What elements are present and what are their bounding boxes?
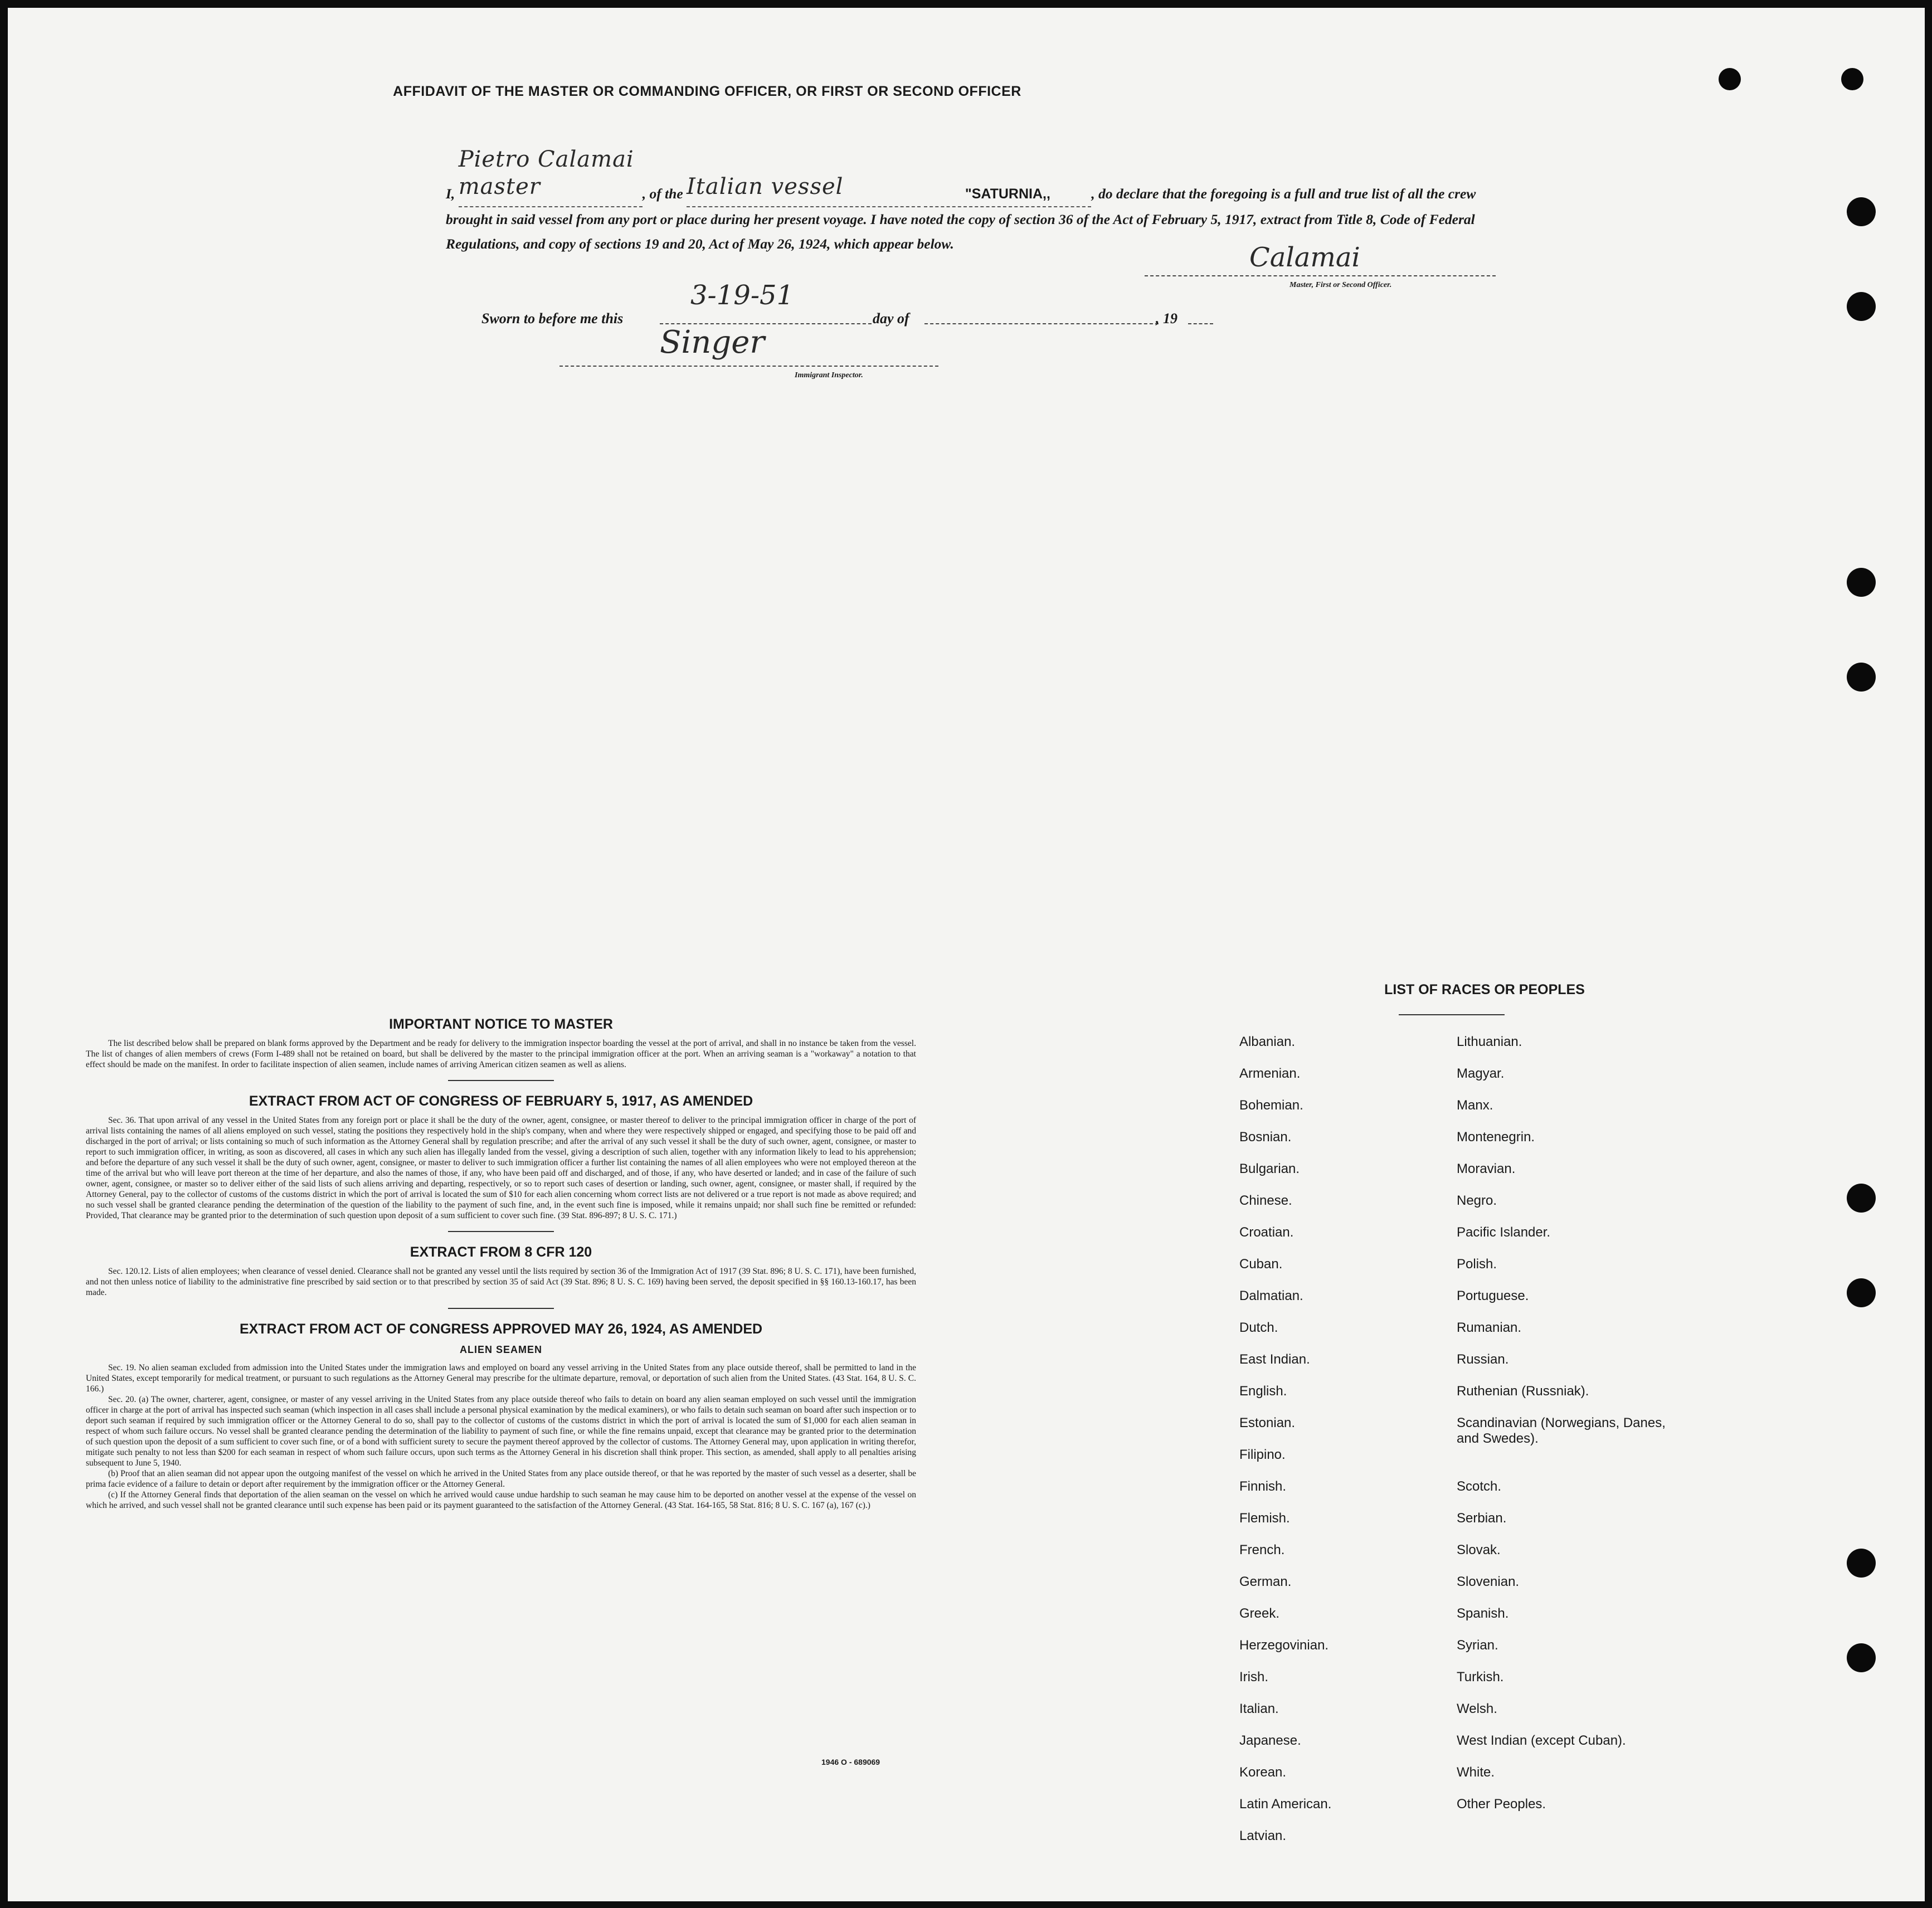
binder-hole [1847, 1184, 1876, 1213]
extract-1924-sec19: Sec. 19. No alien seaman excluded from admission into the United States under the immigration laws and employed on board any vessel arriving in the United States from any place outside thereof, shall be permitted to land in the United States, except temporarily for medical treatment, or pursuant to such regulations as the Attorney General may prescribe for the ultimate departure, removal, or deportation of such alien from the United States. (43 Stat. 164, 8 U. S. C. 166.) [86, 1363, 916, 1394]
race-right: Scotch. [1457, 1479, 1502, 1494]
binder-hole [1847, 663, 1876, 692]
binder-hole [1847, 197, 1876, 226]
section-divider [448, 1231, 554, 1232]
race-left: French. [1239, 1542, 1285, 1557]
race-right: Portuguese. [1457, 1288, 1529, 1303]
race-left: East Indian. [1239, 1352, 1310, 1367]
race-left: Cuban. [1239, 1257, 1283, 1272]
extract-1924-subtitle: ALIEN SEAMEN [459, 1344, 542, 1355]
race-left: Korean. [1239, 1765, 1287, 1780]
binder-hole [1847, 292, 1876, 321]
race-right: Lithuanian. [1457, 1034, 1522, 1049]
race-right: Magyar. [1457, 1066, 1505, 1081]
race-right: Serbian. [1457, 1511, 1507, 1526]
race-left: Chinese. [1239, 1193, 1292, 1208]
extract-1924-sec20a: Sec. 20. (a) The owner, charterer, agent, consignee, or master of any vessel arriving in the United States from any place outside thereof who fails to detain on board any alien seaman employed on such vessel until the immigration officer in charge at the port of arrival has inspected such seaman (which inspection in all cases shall include a personal physical examination by the medical examiners), or who fails to detain such seaman on board after such inspection or to deport such seaman if required by such immigration officer or the Attorney General to do so, shall pay to the collector of customs of the customs district in which the port of arrival is located the sum of $1,000 for each alien seaman in respect of whom such failure occurs. No vessel shall be granted clearance pending the determination of the liability to payment of such fine, or while the fine remains unpaid, except that clearance may be granted prior to the determination of such question upon the deposit of a sum sufficient to cover such fine, or of a bond with sufficient surety to secure the payment thereof approved by the collector of customs. The Attorney General may, upon application in writing therefor, mitigate such penalty to not less than $200 for each seaman in respect of whom such failure occurs, upon such terms as the Attorney General in his discretion shall think proper. This section, as amended, shall apply to all penalties arising subsequent to June 5, 1940. [86, 1395, 916, 1468]
inspector-caption: Immigrant Inspector. [795, 371, 863, 379]
document-page [8, 8, 1925, 1901]
race-left: Latin American. [1239, 1797, 1332, 1812]
binder-hole [1841, 68, 1863, 90]
races-title: LIST OF RACES OR PEOPLES [1384, 982, 1585, 997]
print-code: 1946 O - 689069 [821, 1758, 880, 1766]
binder-hole [1719, 68, 1741, 90]
race-right: Polish. [1457, 1257, 1497, 1272]
vessel-nationality-field [687, 174, 921, 207]
race-right: Turkish. [1457, 1670, 1504, 1685]
race-right: Moravian. [1457, 1161, 1516, 1176]
inspector-signature: Singer [660, 324, 765, 361]
notice-text: The list described below shall be prepared on blank forms approved by the Department and be ready for delivery to the immigration inspector boarding the vessel at the port of arrival, and shall in no instance be taken from the vessel. The list of changes of alien members of crews (Form I-489 shall not be retained on board, but shall be delivered by the master to the principal immigration officer at the port. When an arriving seaman is a "workaway" a notation to that effect should be made on the manifest. In order to facilitate inspection of alien seamen, include names of arriving American citizen seamen as well as aliens. [86, 1039, 916, 1069]
extract-1917-text: Sec. 36. That upon arrival of any vessel in the United States from any foreign port or place it shall be the duty of the owner, agent, consignee, or master thereof to deliver to the principal immigration officer in charge of the port of arrival lists containing the names of all aliens employed on such vessel, stating the positions they respectively hold in the ship's company, when and where they were respectively shipped or engaged, and specifying those to be paid off and discharged in the port of arrival; or lists containing so much of such information as the Attorney General shall by regulation prescribe; and after the arrival of any such vessel it shall be the duty of such owner, agent, consignee, or master to report to such immigration officer, in writing, as soon as discovered, all cases in which any such alien has illegally landed from the vessel, giving a description of such alien, together with any information likely to lead to his apprehension; and before the departure of any such vessel it shall be the duty of such owner, agent, consignee, or master to deliver to such immigration officer a further list containing the names of all alien employees who were not employed thereon at the time of the arrival but who will leave port thereon at the time of her departure, and also the names of those, if any, who have been paid off and discharged, and of those, if any, who have deserted or landed; and in case of the failure of such owner, agent, consignee, or master so to deliver either of the said lists of such aliens arriving and departing, respectively, or so to report such cases of desertion or landing, such owner, agent, consignee, or master shall, if required by the Attorney General, pay to the collector of customs of the customs district in which the port of arrival is located the sum of $10 for each alien concerning whom correct lists are not delivered or a true report is not made as above required; and no such vessel shall be granted clearance pending the determination of the question of the liability to the payment of such fine, and, in the event such fine is imposed, while it remains unpaid; nor shall such fine be remitted or refunded: Provided, That clearance may be granted prior to the determination of such question upon deposit of a sum sufficient to cover such fine. (39 Stat. 896-897; 8 U. S. C. 171.) [86, 1116, 916, 1220]
affidavit-lead: I, [446, 186, 455, 202]
race-left: Filipino. [1239, 1447, 1286, 1462]
race-right: Syrian. [1457, 1638, 1498, 1653]
affidavit-declaration [446, 147, 1493, 256]
race-left: Flemish. [1239, 1511, 1290, 1526]
race-left: Bulgarian. [1239, 1161, 1300, 1176]
race-left: Bosnian. [1239, 1130, 1292, 1145]
month-line [924, 323, 1159, 324]
ship-name: "SATURNIA,, [965, 186, 1050, 202]
race-left: Dutch. [1239, 1320, 1278, 1335]
notice-title: IMPORTANT NOTICE TO MASTER [389, 1016, 613, 1032]
race-right: Other Peoples. [1457, 1797, 1546, 1812]
race-left: Estonian. [1239, 1415, 1296, 1430]
extract-1924-sec20c: (c) If the Attorney General finds that deportation of the alien seaman on the vessel on which he arrived would cause undue hardship to such seaman he may cause him to be deported on another vessel at the expense of the vessel on which he arrived, and such vessel shall not be granted clearance until such expense has been paid or its payment guaranteed to the satisfaction of the Attorney General. (43 Stat. 164-165, 58 Stat. 816; 8 U. S. C. 167 (a), 167 (c).) [86, 1490, 916, 1510]
vessel-handwritten: Italian vessel [687, 174, 844, 199]
binder-hole [1847, 1278, 1876, 1307]
race-right: Slovenian. [1457, 1574, 1520, 1589]
race-left: Herzegovinian. [1239, 1638, 1329, 1653]
race-left: Dalmatian. [1239, 1288, 1303, 1303]
race-left: Armenian. [1239, 1066, 1301, 1081]
race-left: Croatian. [1239, 1225, 1294, 1240]
race-right: Welsh. [1457, 1701, 1497, 1716]
master-signature-line [1145, 275, 1496, 276]
extract-1924-title: EXTRACT FROM ACT OF CONGRESS APPROVED MAY 26, 1924, AS AMENDED [239, 1321, 763, 1337]
extract-8cfr-text: Sec. 120.12. Lists of alien employees; when clearance of vessel denied. Clearance shall not be granted any vessel until the lists required by section 36 of the Immigration Act of 1917 (39 Stat. 896; 8 U. S. C. 171), have been furnished, and not then unless notice of liability to the administrative fine prescribed by said section or to that prescribed by section 35 of said Act (39 Stat. 896; 8 U. S. C. 169) having been served, the deposit specified in §§ 160.13-160.17, has been made. [86, 1267, 916, 1297]
races-title-rule [1399, 1014, 1505, 1015]
race-right: Slovak. [1457, 1542, 1501, 1557]
race-left: English. [1239, 1384, 1287, 1399]
race-left: Irish. [1239, 1670, 1269, 1685]
race-right: Montenegrin. [1457, 1130, 1535, 1145]
of-the-label: , of the [642, 186, 683, 202]
master-signature: Calamai [1249, 242, 1360, 273]
day-of-label: day of [873, 310, 909, 327]
binder-hole [1847, 568, 1876, 597]
sworn-label: Sworn to before me this [481, 310, 624, 327]
affidavit-title: AFFIDAVIT OF THE MASTER OR COMMANDING OFFICER, OR FIRST OR SECOND OFFICER [393, 84, 1021, 99]
race-left: Japanese. [1239, 1733, 1301, 1748]
binder-hole [1847, 1549, 1876, 1578]
race-right: West Indian (except Cuban). [1457, 1733, 1626, 1748]
race-left: Albanian. [1239, 1034, 1296, 1049]
race-right: Russian. [1457, 1352, 1509, 1367]
year-label: , 19 [1156, 310, 1177, 327]
master-name-handwritten: Pietro Calamai master [458, 147, 634, 199]
year-line [1188, 323, 1213, 324]
section-divider [448, 1080, 554, 1081]
declare-label: , do declare [1091, 186, 1159, 202]
race-right: Manx. [1457, 1098, 1493, 1113]
race-left: German. [1239, 1574, 1292, 1589]
master-signature-caption: Master, First or Second Officer. [1289, 281, 1392, 289]
master-name-field [458, 147, 643, 207]
sworn-date-handwritten: 3-19-51 [690, 280, 794, 311]
binder-hole [1847, 1643, 1876, 1672]
extract-1917-title: EXTRACT FROM ACT OF CONGRESS OF FEBRUARY 5, 1917, AS AMENDED [249, 1093, 753, 1109]
notice-section [86, 1016, 916, 1511]
ship-name-field [924, 182, 1091, 207]
race-right: Ruthenian (Russniak). [1457, 1384, 1589, 1399]
extract-8cfr-title: EXTRACT FROM 8 CFR 120 [410, 1244, 592, 1260]
race-right: Pacific Islander. [1457, 1225, 1551, 1240]
race-right: Rumanian. [1457, 1320, 1522, 1335]
race-left: Italian. [1239, 1701, 1279, 1716]
race-left: Bohemian. [1239, 1098, 1303, 1113]
race-left: Finnish. [1239, 1479, 1287, 1494]
race-left: Latvian. [1239, 1828, 1287, 1843]
affidavit-body: that the foregoing is a full and true list of all the crew brought in said vessel from any port or place during her present voyage. I have noted the copy of section 36 of the Act of February 5, 1917, extract from Title 8, Code of Federal Regulations, and copy of sections 19 and 20, Act of May 26, 1924, which appear below. [446, 186, 1476, 252]
race-right: Scandinavian (Norwegians, Danes, and Swedes). [1457, 1415, 1666, 1446]
race-left: Greek. [1239, 1606, 1280, 1621]
section-divider [448, 1308, 554, 1309]
race-right: White. [1457, 1765, 1495, 1780]
extract-1924-sec20b: (b) Proof that an alien seaman did not appear upon the outgoing manifest of the vessel on which he arrived in the United States from any place outside thereof, or that he was reported by the master of such vessel as a deserter, shall be prima facie evidence of a failure to detain or deport after requirement by the immigration officer or the Attorney General. [86, 1469, 916, 1489]
inspector-signature-line [559, 366, 938, 367]
race-right: Spanish. [1457, 1606, 1509, 1621]
race-right: Negro. [1457, 1193, 1497, 1208]
